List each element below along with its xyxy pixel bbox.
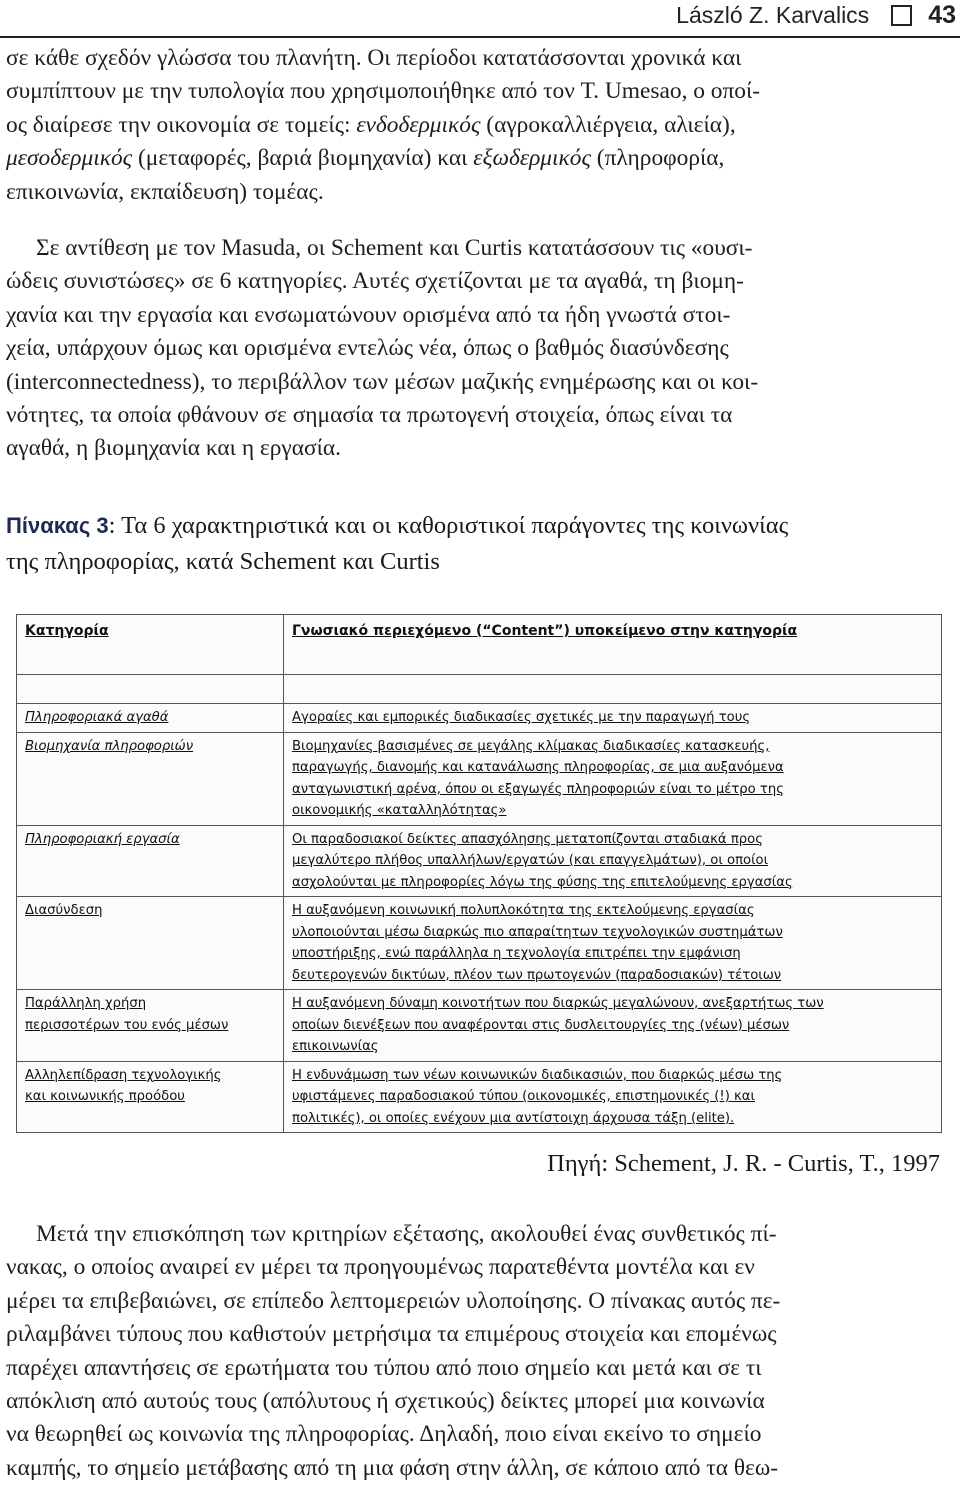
text-line: Μετά την επισκόπηση των κριτηρίων εξέτασης, ακολουθεί ένας συνθετικός πί-	[36, 1221, 777, 1247]
paragraph-1	[6, 42, 956, 209]
spacer-cell	[17, 675, 284, 704]
category-text: Πληροφοριακή εργασία	[25, 831, 180, 847]
content-text: οποίων διενέξεων που αναφέρονται στις δυσλειτουργίες της (νέων) μέσων	[292, 1017, 790, 1033]
text-line: ος διαίρεσε την οικονομία σε τομείς:	[6, 111, 357, 138]
content-cell	[284, 897, 942, 990]
table-row	[17, 704, 942, 733]
text-line: συμπίπτουν με την τυπολογία που χρησιμοποιήθηκε από τον T. Umesao, ο οποί-	[6, 78, 761, 105]
category-text: και κοινωνικής προόδου	[25, 1089, 185, 1104]
table-row	[17, 825, 942, 897]
square-bullet-icon	[891, 5, 912, 26]
category-cell	[17, 732, 284, 825]
text-line: παρέχει απαντήσεις σε ερωτήματα του τύπου από ποιο σημείο και μετά και σε τι	[6, 1354, 762, 1381]
text-line: (interconnectedness), το περιβάλλον των μέσων μαζικής ενημέρωσης και οι κοι-	[6, 368, 759, 395]
table-row	[17, 897, 942, 990]
category-cell	[17, 825, 284, 897]
text-line: αγαθά, η βιομηχανία και η εργασία.	[6, 435, 341, 462]
content-text: μεγαλύτερο πλήθος υπαλλήλων/εργατών (και επαγγελμάτων), οι οποίοι	[292, 853, 769, 868]
content-text: οικονομικής «καταλληλότητας»	[292, 803, 507, 818]
caption-text: : Τα 6 χαρακτηριστικά και οι καθοριστικοί παράγοντες της κοινωνίας	[108, 512, 789, 539]
text-line: να θεωρηθεί ως κοινωνία της πληροφορίας. Δηλαδή, ποιο είναι εκείνο το σημείο	[6, 1421, 762, 1448]
source-citation: Πηγή: Schement, J. R. - Curtis, T., 1997	[547, 1150, 940, 1177]
table-caption	[6, 508, 956, 580]
header-rule	[0, 36, 960, 38]
table-row	[17, 732, 942, 825]
table-body	[17, 675, 942, 1133]
content-text: υποστήριξης, ενώ παράλληλα η τεχνολογία επιτρέπει την εμφάνιση	[292, 946, 741, 961]
content-text: δευτερογενών δικτύων, πλέον των πρωτογενών (παραδοσιακών) τέτοιων	[292, 967, 782, 983]
text-line: μέρει τα επιβεβαιώνει, σε επίπεδο λεπτομερειών υλοποίησης. Ο πίνακας αυτός πε-	[6, 1287, 781, 1314]
page-number: 43	[928, 0, 956, 29]
category-text: Αλληλεπίδραση τεχνολογικής	[25, 1067, 222, 1083]
text-line: νότητες, τα οποία φθάνουν σε σημασία τα πρωτογενή στοιχεία, όπως είναι τα	[6, 402, 733, 429]
text-line: Σε αντίθεση με τον Masuda, οι Schement και Curtis κατατάσσουν τις «ουσι-	[36, 235, 753, 261]
content-text: επικοινωνίας	[292, 1039, 379, 1054]
column-header-content: Γνωσιακό περιεχόμενο (“Content”) υποκείμενο στην κατηγορία	[284, 615, 942, 675]
category-text: Βιομηχανία πληροφοριών	[25, 738, 194, 754]
spacer-cell	[284, 675, 942, 704]
table-row	[17, 1061, 942, 1133]
content-text: ασχολούνται με πληροφορίες λόγω της φύσης της επιτελούμενης εργασίας	[292, 874, 793, 890]
category-text: Διασύνδεση	[25, 903, 103, 918]
category-cell	[17, 1061, 284, 1133]
text-line: (πληροφορία,	[590, 145, 725, 172]
content-text: παραγωγής, διανομής και κατανάλωσης πληροφορίας, σε μια αυξανόμενα	[292, 760, 784, 775]
data-table	[16, 614, 942, 1133]
text-line: ώδεις συνιστώσες» σε 6 κατηγορίες. Αυτές σχετίζονται με τα αγαθά, τη βιομη-	[6, 268, 744, 295]
text-line: χεία, υπάρχουν όμως και ορισμένα εντελώς νέα, όπως ο βαθμός διασύνδεσης	[6, 335, 729, 362]
category-text: Πληροφοριακά αγαθά	[25, 710, 169, 725]
category-cell	[17, 704, 284, 733]
text-line: απόκλιση από αυτούς τους (απόλυτους ή σχετικούς) δείκτες μπορεί μια κοινωνία	[6, 1388, 765, 1415]
caption-label: Πίνακας 3	[6, 513, 109, 538]
column-header-category: Κατηγορία	[17, 615, 284, 675]
content-text: πολιτικές), οι οποίες ενέχουν μια αντίστοιχη άρχουσα τάξη (elite).	[292, 1110, 735, 1126]
content-text: Οι παραδοσιακοί δείκτες απασχόλησης μετατοπίζονται σταδιακά προς	[292, 831, 763, 847]
table-image	[16, 614, 942, 1134]
content-text: Αγοραίες και εμπορικές διαδικασίες σχετικές με την παραγωγή τους	[292, 710, 751, 725]
content-text: Η αυξανόμενη δύναμη κοινοτήτων που διαρκώς μεγαλώνουν, ανεξαρτήτως των	[292, 996, 824, 1011]
content-cell	[284, 990, 942, 1062]
content-text: Η αυξανόμενη κοινωνική πολυπλοκότητα της εκτελούμενης εργασίας	[292, 903, 755, 918]
text-line: ριλαμβάνει τύπους που καθιστούν μετρήσιμα τα επιμέρους στοιχεία και επομένως	[6, 1321, 777, 1348]
category-text: περισσοτέρων του ενός μέσων	[25, 1017, 229, 1033]
italic-term: μεσοδερμικός	[6, 145, 133, 172]
text-line: (αγροκαλλιέργεια, αλιεία),	[480, 111, 736, 138]
content-cell	[284, 732, 942, 825]
text-line: σε κάθε σχεδόν γλώσσα του πλανήτη. Οι περίοδοι κατατάσσονται χρονικά και	[6, 45, 742, 71]
text-line: καμπής, το σημείο μετάβασης από τη μια φάση στην άλλη, σε κάποιο από τα θεω-	[6, 1454, 779, 1481]
text-line: (μεταφορές, βαριά βιομηχανία) και	[132, 145, 474, 172]
content-text: Βιομηχανίες βασισμένες σε μεγάλης κλίμακας διαδικασίες κατασκευής,	[292, 738, 770, 754]
text-line: νακας, ο οποίος αναιρεί εν μέρει τα προηγουμένως παρατεθέντα μοντέλα και εν	[6, 1254, 755, 1281]
running-head	[676, 0, 956, 30]
text-line: επικοινωνία, εκπαίδευση) τομέας.	[6, 178, 324, 205]
content-text: υλοποιούνται μέσω διαρκώς πιο απαραίτητων τεχνολογικών συστημάτων	[292, 924, 783, 940]
category-cell	[17, 897, 284, 990]
italic-term: εξωδερμικός	[473, 145, 591, 172]
content-cell	[284, 1061, 942, 1133]
content-text: υφιστάμενες παραδοσιακού τύπου (οικονομικές, επιστημονικές (!) και	[292, 1089, 755, 1104]
table-header-row	[17, 615, 942, 675]
author-name: László Z. Karvalics	[676, 1, 870, 28]
table-row	[17, 990, 942, 1062]
spacer-row	[17, 675, 942, 704]
italic-term: ενδοδερμικός	[356, 111, 481, 138]
content-cell	[284, 704, 942, 733]
text-line: χανία και την εργασία και ενσωματώνουν ορισμένα από τα ήδη γνωστά στοι-	[6, 301, 731, 328]
paragraph-2	[6, 232, 956, 466]
content-cell	[284, 825, 942, 897]
caption-text: της πληροφορίας, κατά Schement και Curtis	[6, 548, 440, 575]
content-text: ανταγωνιστική αρένα, όπου οι εξαγωγές πληροφοριών είναι το μέτρο της	[292, 781, 784, 797]
content-text: Η ενδυνάμωση των νέων κοινωνικών διαδικασιών, που διαρκώς μέσω της	[292, 1067, 783, 1083]
paragraph-3	[6, 1218, 956, 1485]
category-cell	[17, 990, 284, 1062]
category-text: Παράλληλη χρήση	[25, 996, 147, 1011]
